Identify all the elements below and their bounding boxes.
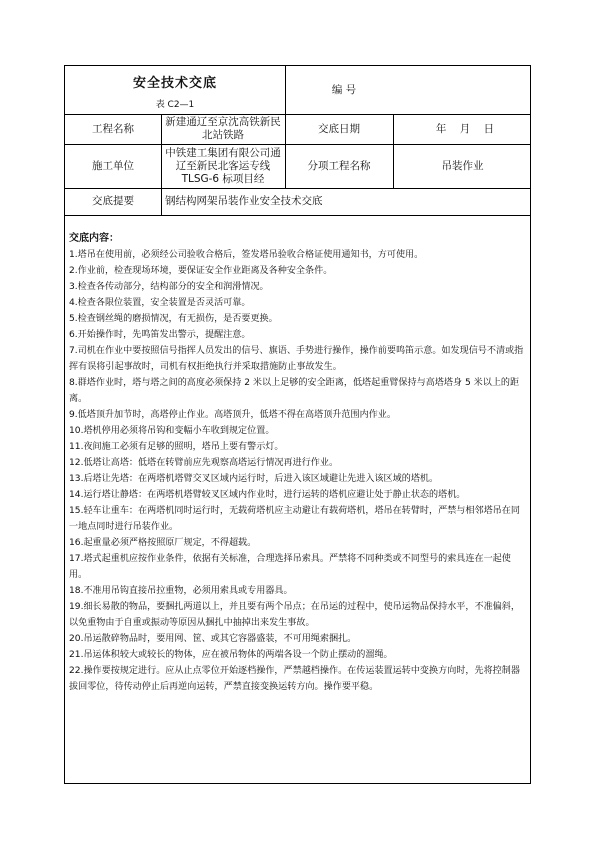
content-item: 17.塔式起重机应按作业条件，依据有关标准，合理选择吊索具。严禁将不同种类或不同型号的索具连在一起使用。 — [69, 554, 511, 580]
content-item: 2.作业前，检查现场环境，要保证安全作业距离及各种安全条件。 — [69, 266, 333, 276]
content-item: 9.低塔顶升加节时，高塔停止作业。高塔顶升，低塔不得在高塔顶升范围内作业。 — [69, 410, 396, 420]
content-item: 20.吊运散碎物品时，要用网、筐、或其它容器盛装，不可用绳索捆扎。 — [69, 634, 357, 644]
subproject-name-value: 吊装作业 — [441, 159, 484, 172]
content-item: 7.司机在作业中要按照信号指挥人员发出的信号、旗语、手势进行操作，操作前要鸣笛示意。如发现信号不清或指挥有误将引起事故时，司机有权拒绝执行并采取措施防止事故发生。 — [69, 346, 524, 372]
content-item: 13.后塔让先塔：在两塔机塔臂交叉区域内运行时，后进入该区域避让先进入该区域的塔机。 — [69, 474, 439, 484]
content-list — [69, 247, 524, 695]
content-item: 5.检查钢丝绳的磨损情况，有无损伤，是否要更换。 — [69, 314, 278, 324]
content-item: 15.轻车让重车：在两塔机同时运行时，无载荷塔机应主动避让有载荷塔机，塔吊在转臂时，严禁与相邻塔吊在同一地点同时进行吊装作业。 — [69, 506, 520, 532]
project-name-value: 新建通辽至京沈高铁新民北站铁路 — [165, 116, 281, 141]
project-name-label: 工程名称 — [92, 122, 134, 135]
disclosure-content — [69, 230, 524, 695]
form-number: 表 C2—1 — [155, 99, 195, 110]
content-item: 4.检查各限位装置，安全装置是否灵活可靠。 — [69, 298, 251, 308]
content-item: 18.不准用吊钩直接吊拉重物，必须用索具或专用器具。 — [69, 586, 293, 596]
disclosure-date-label: 交底日期 — [318, 122, 360, 135]
content-item: 6.开始操作时，先鸣笛发出警示，提醒注意。 — [69, 330, 251, 340]
construction-unit-value: 中铁建工集团有限公司通辽至新民北客运专线 TLSG-6 标项目经 — [165, 146, 281, 185]
disclosure-form — [64, 65, 531, 784]
content-item: 11.夜间施工必须有足够的照明，塔吊上要有警示灯。 — [69, 442, 284, 452]
summary-label: 交底提要 — [92, 195, 134, 207]
summary-value: 钢结构网架吊装作业安全技术交底 — [165, 195, 323, 207]
subproject-name-label: 分项工程名称 — [307, 159, 371, 172]
construction-unit-label: 施工单位 — [92, 159, 134, 172]
content-item: 3.检查各传动部分，结构部分的安全和润滑情况。 — [69, 282, 269, 292]
number-label: 编 号 — [331, 83, 357, 96]
content-item: 21.吊运体积较大或较长的物体，应在被吊物体的两端各设一个防止摆动的溜绳。 — [69, 650, 393, 660]
content-item: 19.细长易散的物品，要捆扎两道以上，并且要有两个吊点；在吊运的过程中，使吊运物品保持水平，不准偏斜，以免重物由于自重或振动等原因从捆扎中抽掉出来发生事故。 — [69, 602, 520, 628]
content-item: 8.群塔作业时，塔与塔之间的高度必须保持 2 米以上足够的安全距离，低塔起重臂保持与高塔塔身 5 米以上的距离。 — [69, 378, 520, 404]
number-value[interactable] — [403, 66, 532, 114]
content-item: 14.运行塔让静塔：在两塔机塔臂较叉区域内作业时，进行运转的塔机应避让处于静止状态的塔机。 — [69, 490, 466, 500]
row-divider — [65, 215, 530, 216]
form-title: 安全技术交底 — [132, 75, 217, 91]
content-heading: 交底内容： — [69, 233, 119, 244]
content-item: 12.低塔让高塔：低塔在转臂前应先观察高塔运行情况再进行作业。 — [69, 458, 339, 468]
content-item: 10.塔机停用必须将吊钩和变幅小车收到规定位置。 — [69, 426, 275, 436]
content-item: 22.操作要按规定进行。应从止点零位开始逐档操作，严禁越档操作。在传运装置运转中变换方向时，先将控制器拔回零位，待传动停止后再逆向运转，严禁直接变换运转方向。操作要平稳。 — [69, 666, 520, 692]
content-item: 16.起重量必须严格按照原厂规定，不得超载。 — [69, 538, 257, 548]
disclosure-date-value[interactable]: 年 月 日 — [435, 122, 495, 135]
content-item: 1.塔吊在使用前，必须经公司验收合格后，签发塔吊验收合格证使用通知书，方可使用。 — [69, 250, 424, 260]
